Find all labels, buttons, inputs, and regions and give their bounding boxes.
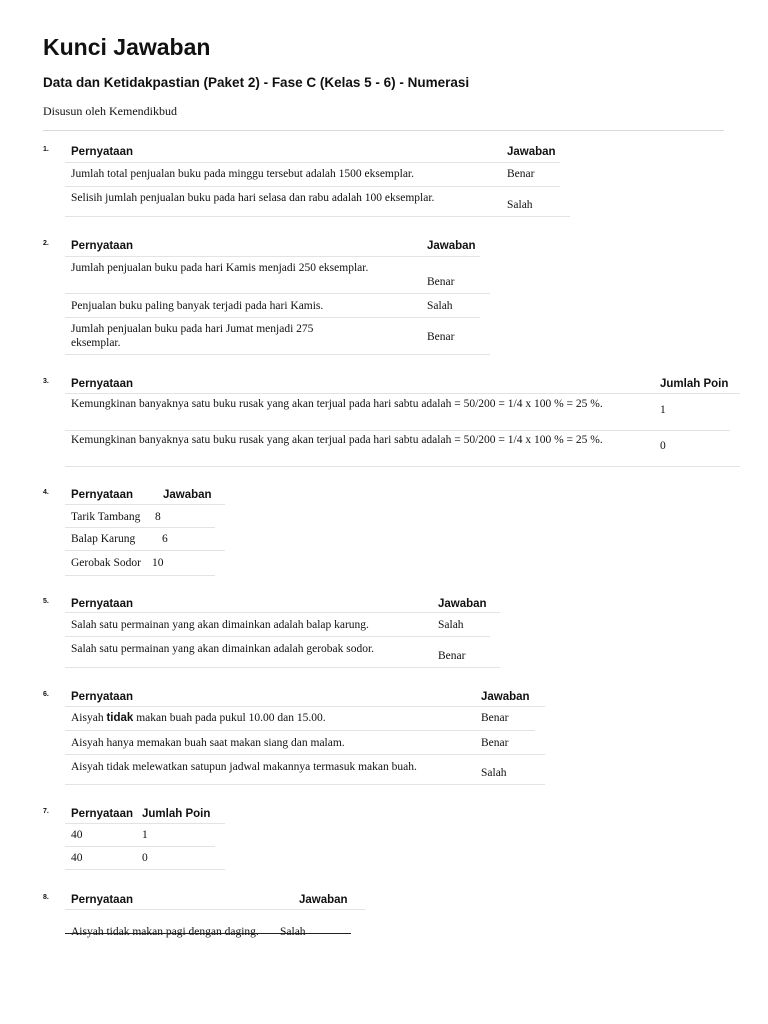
- author-line: Disusun oleh Kemendikbud: [43, 104, 177, 118]
- statement-cell: Aisyah tidak makan buah pada pukul 10.00 dan 15.00.: [71, 712, 326, 724]
- column-header-answer: Jawaban: [427, 240, 476, 252]
- answer-cell: 8: [155, 511, 161, 523]
- statement-cell: Jumlah total penjualan buku pada minggu tersebut adalah 1500 eksemplar.: [71, 168, 414, 180]
- column-header-statement: Pernyataan: [71, 808, 134, 820]
- column-header-answer: Jawaban: [481, 691, 530, 703]
- statement-cell: Kemungkinan banyaknya satu buku rusak yang akan terjual pada hari sabtu adalah = 50/200 = 1/4 x 100 % = 25 %.: [71, 398, 603, 410]
- page-title: Kunci Jawaban: [43, 34, 211, 60]
- column-header-statement: Pernyataan: [71, 691, 134, 703]
- statement-cell: Aisyah hanya memakan buah saat makan siang dan malam.: [71, 737, 345, 749]
- column-header-statement: Pernyataan: [71, 894, 134, 906]
- question-number: 8.: [43, 894, 49, 901]
- answer-cell: 10: [152, 557, 164, 569]
- strikethrough-line: [65, 933, 351, 934]
- answer-cell: Benar: [481, 712, 509, 724]
- statement-cell: Salah satu permainan yang akan dimainkan adalah balap karung.: [71, 619, 369, 631]
- column-header-answer: Jawaban: [507, 146, 556, 158]
- answer-cell: Salah: [481, 767, 507, 779]
- column-header-statement: Pernyataan: [71, 240, 134, 252]
- answer-cell: Benar: [507, 168, 535, 180]
- answer-cell: Salah: [507, 199, 533, 211]
- question-number: 2.: [43, 240, 49, 247]
- question-number: 5.: [43, 598, 49, 605]
- column-header-statement: Pernyataan: [71, 378, 134, 390]
- answer-cell: Salah: [427, 300, 453, 312]
- statement-cell: Selisih jumlah penjualan buku pada hari selasa dan rabu adalah 100 eksemplar.: [71, 192, 435, 204]
- statement-cell: Aisyah tidak makan pagi dengan daging.: [71, 926, 259, 938]
- column-header-statement: Pernyataan: [71, 146, 134, 158]
- question-number: 3.: [43, 378, 49, 385]
- question-number: 7.: [43, 808, 49, 815]
- statement-cell: Balap Karung: [71, 533, 136, 545]
- emphasis-text: tidak: [106, 712, 134, 724]
- question-number: 1.: [43, 146, 49, 153]
- statement-cell: Kemungkinan banyaknya satu buku rusak yang akan terjual pada hari sabtu adalah = 50/200 = 1/4 x 100 % = 25 %.: [71, 434, 603, 446]
- statement-cell: Jumlah penjualan buku pada hari Kamis menjadi 250 eksemplar.: [71, 262, 369, 274]
- column-header-statement: Pernyataan: [71, 489, 134, 501]
- column-header-statement: Pernyataan: [71, 598, 134, 610]
- column-header-points: Jumlah Poin: [660, 378, 729, 390]
- statement-cell: Aisyah tidak melewatkan satupun jadwal makannya termasuk makan buah.: [71, 761, 417, 773]
- answer-cell: Salah: [438, 619, 464, 631]
- statement-cell: 40: [71, 852, 83, 864]
- points-cell: 0: [660, 440, 666, 452]
- column-header-answer: Jawaban: [299, 894, 348, 906]
- answer-cell: 6: [162, 533, 168, 545]
- statement-cell: Salah satu permainan yang akan dimainkan adalah gerobak sodor.: [71, 643, 375, 655]
- page-subtitle: Data dan Ketidakpastian (Paket 2) - Fase C (Kelas 5 - 6) - Numerasi: [43, 75, 470, 90]
- answer-cell: Benar: [427, 276, 455, 288]
- column-header-answer: Jawaban: [438, 598, 487, 610]
- question-number: 4.: [43, 489, 49, 496]
- answer-cell: Salah: [280, 926, 306, 938]
- column-header-answer: Jawaban: [163, 489, 212, 501]
- column-header-points: Jumlah Poin: [142, 808, 211, 820]
- statement-cell: Penjualan buku paling banyak terjadi pada hari Kamis.: [71, 300, 324, 312]
- statement-cell: 40: [71, 829, 83, 841]
- header-divider: [43, 130, 724, 131]
- statement-cell: Tarik Tambang: [71, 511, 141, 523]
- question-number: 6.: [43, 691, 49, 698]
- statement-cell: Jumlah penjualan buku pada hari Jumat menjadi 275 eksemplar.: [71, 323, 314, 349]
- points-cell: 1: [142, 829, 148, 841]
- answer-cell: Benar: [438, 650, 466, 662]
- points-cell: 1: [660, 404, 666, 416]
- statement-cell: Gerobak Sodor: [71, 557, 141, 569]
- points-cell: 0: [142, 852, 148, 864]
- answer-cell: Benar: [481, 737, 509, 749]
- answer-cell: Benar: [427, 331, 455, 343]
